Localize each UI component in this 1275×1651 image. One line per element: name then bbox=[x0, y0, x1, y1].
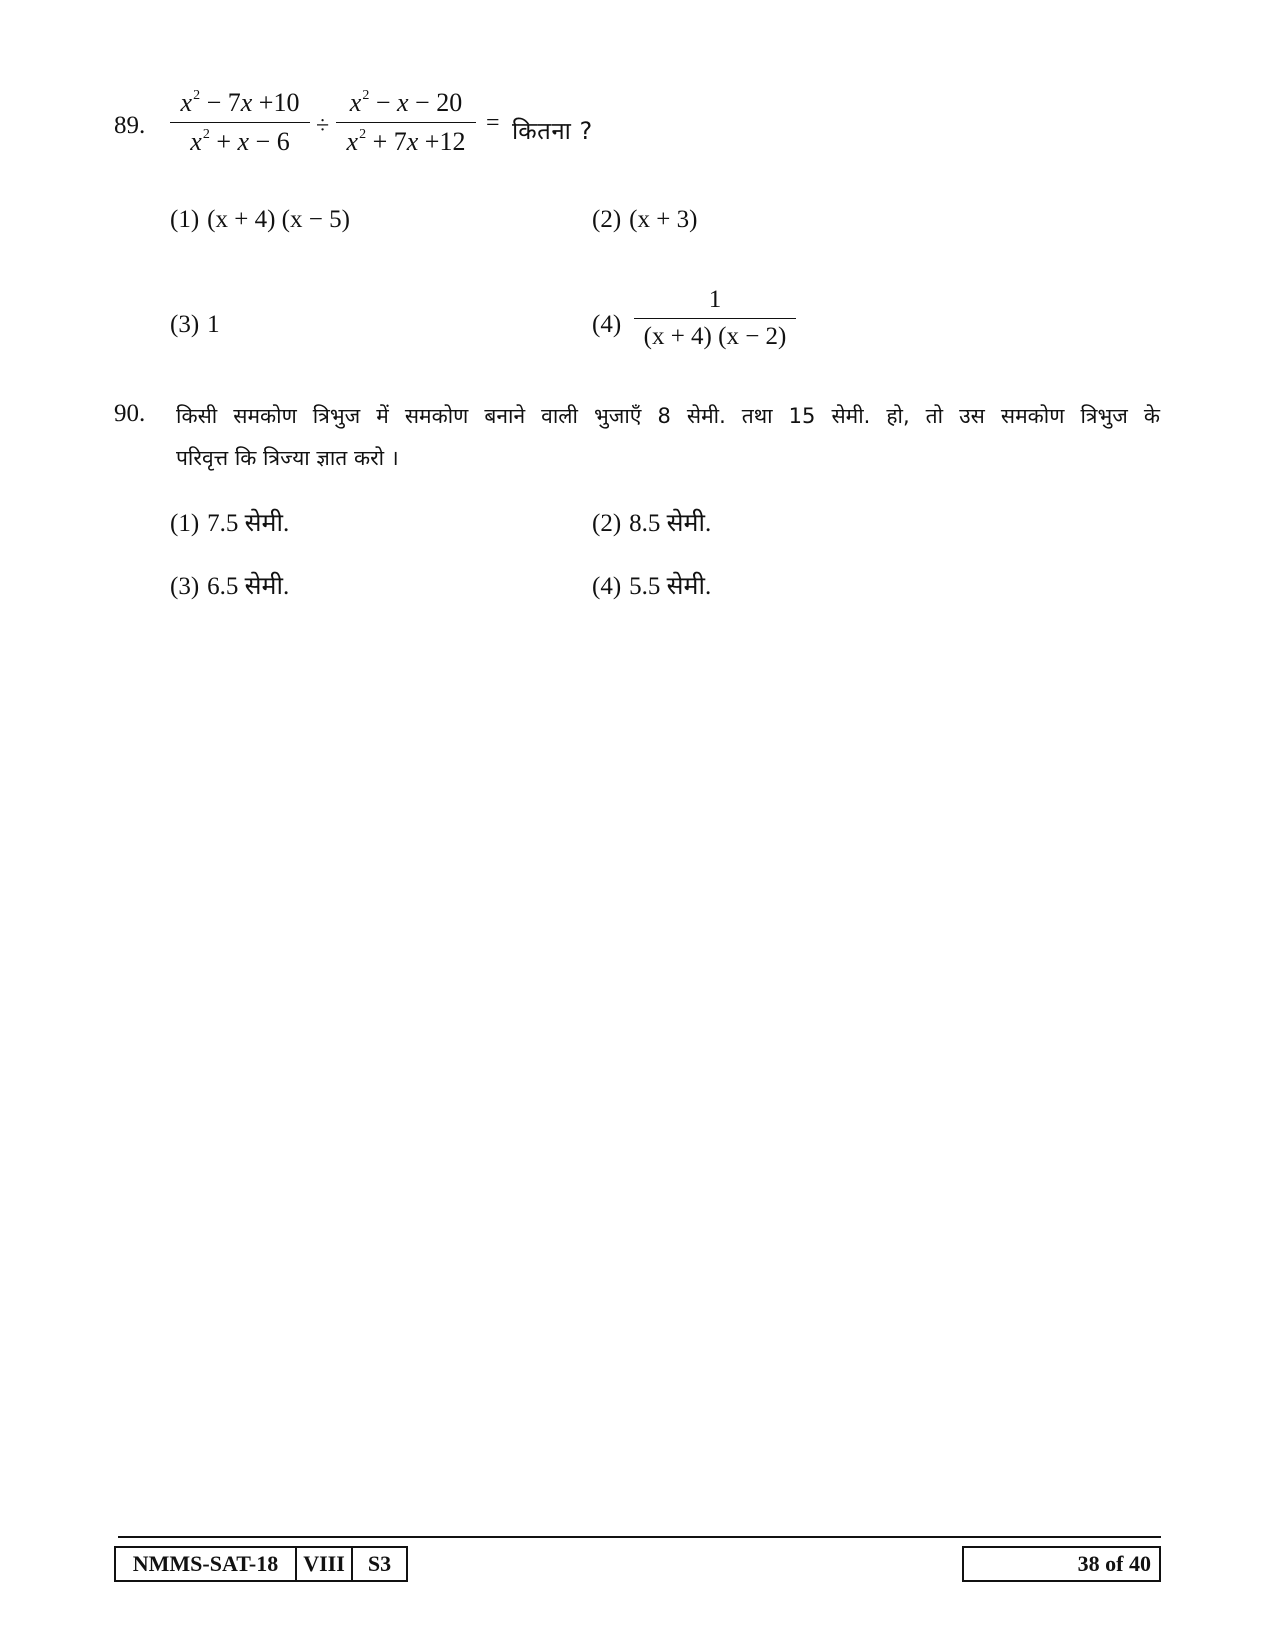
q89-option-4-label: (4) bbox=[592, 311, 622, 338]
q89-fraction-2 bbox=[336, 88, 476, 157]
q90-option-1 bbox=[170, 505, 289, 539]
option-label: (3) bbox=[170, 311, 200, 338]
option-text: 6.5 सेमी. bbox=[207, 573, 290, 600]
option-text: 5.5 सेमी. bbox=[629, 573, 712, 600]
q89-ask-text: कितना ? bbox=[512, 117, 593, 145]
q89-option-3 bbox=[170, 311, 220, 339]
option-text: (x + 3) bbox=[629, 206, 698, 233]
q89-fraction-1-denominator: $x^2 + x - 6$ bbox=[190, 127, 290, 156]
option-label: (3) bbox=[170, 573, 200, 600]
question-89-number: 89. bbox=[114, 112, 146, 139]
q90-option-2 bbox=[592, 505, 711, 539]
option-label: (1) bbox=[170, 510, 200, 537]
q89-fraction-1-numerator: $x^2 - 7x +10$ bbox=[180, 88, 300, 117]
q89-option-2 bbox=[592, 206, 697, 234]
q89-fraction-2-numerator: $x^2 - x - 20$ bbox=[349, 88, 463, 117]
footer-set: S3 bbox=[351, 1546, 408, 1582]
option-4-numerator: 1 bbox=[708, 286, 722, 313]
q90-text-line-1: किसी समकोण त्रिभुज में समकोण बनाने वाली भुजाएँ 8 सेमी. तथा 15 सेमी. हो, तो उस समकोण त्रिभुज के bbox=[176, 404, 1160, 428]
option-label: (2) bbox=[592, 510, 622, 537]
q90-text-line-2: परिवृत्त कि त्रिज्या ज्ञात करो । bbox=[176, 446, 399, 470]
q89-option-1 bbox=[170, 206, 350, 234]
q90-option-3 bbox=[170, 568, 289, 602]
option-label: (2) bbox=[592, 206, 622, 233]
option-label: (4) bbox=[592, 573, 622, 600]
q89-option-4-fraction bbox=[634, 286, 796, 351]
q89-fraction-1 bbox=[170, 88, 310, 157]
option-4-denominator: (x + 4) (x − 2) bbox=[643, 323, 787, 350]
option-text: 8.5 सेमी. bbox=[629, 510, 712, 537]
option-label: (1) bbox=[170, 206, 200, 233]
divide-sign: ÷ bbox=[316, 113, 330, 139]
footer-rule bbox=[118, 1536, 1161, 1538]
equals-sign: = bbox=[486, 110, 500, 136]
footer-exam-code: NMMS-SAT-18 bbox=[114, 1546, 297, 1582]
q89-fraction-2-denominator: $x^2 + 7x +12$ bbox=[346, 127, 466, 156]
option-text: (x + 4) (x − 5) bbox=[207, 206, 350, 233]
option-text: 7.5 सेमी. bbox=[207, 510, 290, 537]
footer-class: VIII bbox=[295, 1546, 353, 1582]
footer-page-number: 38 of 40 bbox=[962, 1546, 1161, 1582]
option-text: 1 bbox=[207, 311, 220, 338]
question-90-number: 90. bbox=[114, 400, 146, 427]
q90-option-4 bbox=[592, 568, 711, 602]
